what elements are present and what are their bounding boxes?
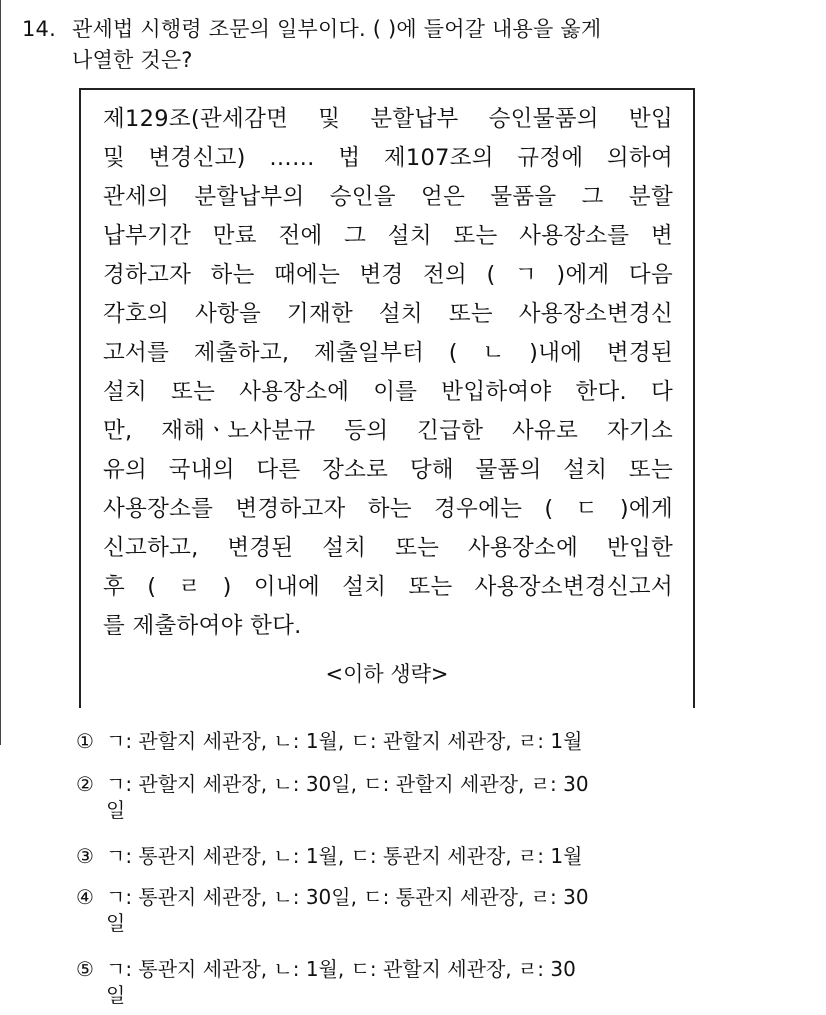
choice-4[interactable] [76,884,776,936]
question-line-1 [22,14,812,45]
question-text-1: 관세법 시행령 조문의 일부이다. ( )에 들어갈 내용을 옳게 [72,17,602,41]
passage-line: 사용장소를 변경하고자 하는 경우에는 ( ㄷ )에게 [103,496,673,522]
question-number: 14. [22,17,56,41]
passage-line: 를 제출하여야 한다. [103,613,302,639]
choice-text: ㄱ: 관할지 세관장, ㄴ: 30일, ㄷ: 관할지 세관장, ㄹ: 30 [106,772,589,796]
choice-text-continued: 일 [106,911,126,935]
question-stem [22,14,812,76]
choice-number: ④ [76,885,94,909]
choice-text: ㄱ: 통관지 세관장, ㄴ: 30일, ㄷ: 통관지 세관장, ㄹ: 30 [106,885,589,909]
choice-text-continued: 일 [106,798,126,822]
choice-text: ㄱ: 관할지 세관장, ㄴ: 1월, ㄷ: 관할지 세관장, ㄹ: 1월 [106,729,583,753]
left-margin-rule [0,0,1,745]
question-text-2: 나열한 것은? [72,48,193,72]
choice-number: ② [76,772,94,796]
choice-number: ③ [76,844,94,868]
choice-text: ㄱ: 통관지 세관장, ㄴ: 1월, ㄷ: 통관지 세관장, ㄹ: 1월 [106,844,583,868]
choice-text-continued: 일 [106,983,126,1007]
omission-note: <이하 생략> [325,662,449,686]
passage-line: 설치 또는 사용장소에 이를 반입하여야 한다. 다 [103,379,673,405]
choice-1[interactable] [76,728,776,754]
passage-line: 신고하고, 변경된 설치 또는 사용장소에 반입한 [103,535,673,561]
passage-line: 후 ( ㄹ ) 이내에 설치 또는 사용장소변경신고서 [103,574,673,600]
choice-number: ⑤ [76,957,94,981]
choice-3[interactable] [76,843,776,869]
passage-line: 경하고자 하는 때에는 변경 전의 ( ㄱ )에게 다음 [103,262,673,288]
choice-5[interactable] [76,956,776,1008]
passage-line: 고서를 제출하고, 제출일부터 ( ㄴ )내에 변경된 [103,340,673,366]
passage-line: 유의 국내의 다른 장소로 당해 물품의 설치 또는 [103,457,673,483]
choice-number: ① [76,729,94,753]
passage-line: 및 변경신고) …… 법 제107조의 규정에 의하여 [103,145,673,171]
passage-line: 각호의 사항을 기재한 설치 또는 사용장소변경신 [103,301,673,327]
choice-text: ㄱ: 통관지 세관장, ㄴ: 1월, ㄷ: 관할지 세관장, ㄹ: 30 [106,957,576,981]
statute-passage-box [79,88,695,708]
choice-2[interactable] [76,771,776,823]
passage-line: 납부기간 만료 전에 그 설치 또는 사용장소를 변 [103,223,673,249]
passage-line: 관세의 분할납부의 승인을 얻은 물품을 그 분할 [103,184,673,210]
passage-line: 만, 재해ㆍ노사분규 등의 긴급한 사유로 자기소 [103,418,673,444]
passage-line: 제129조(관세감면 및 분할납부 승인물품의 반입 [103,106,673,132]
